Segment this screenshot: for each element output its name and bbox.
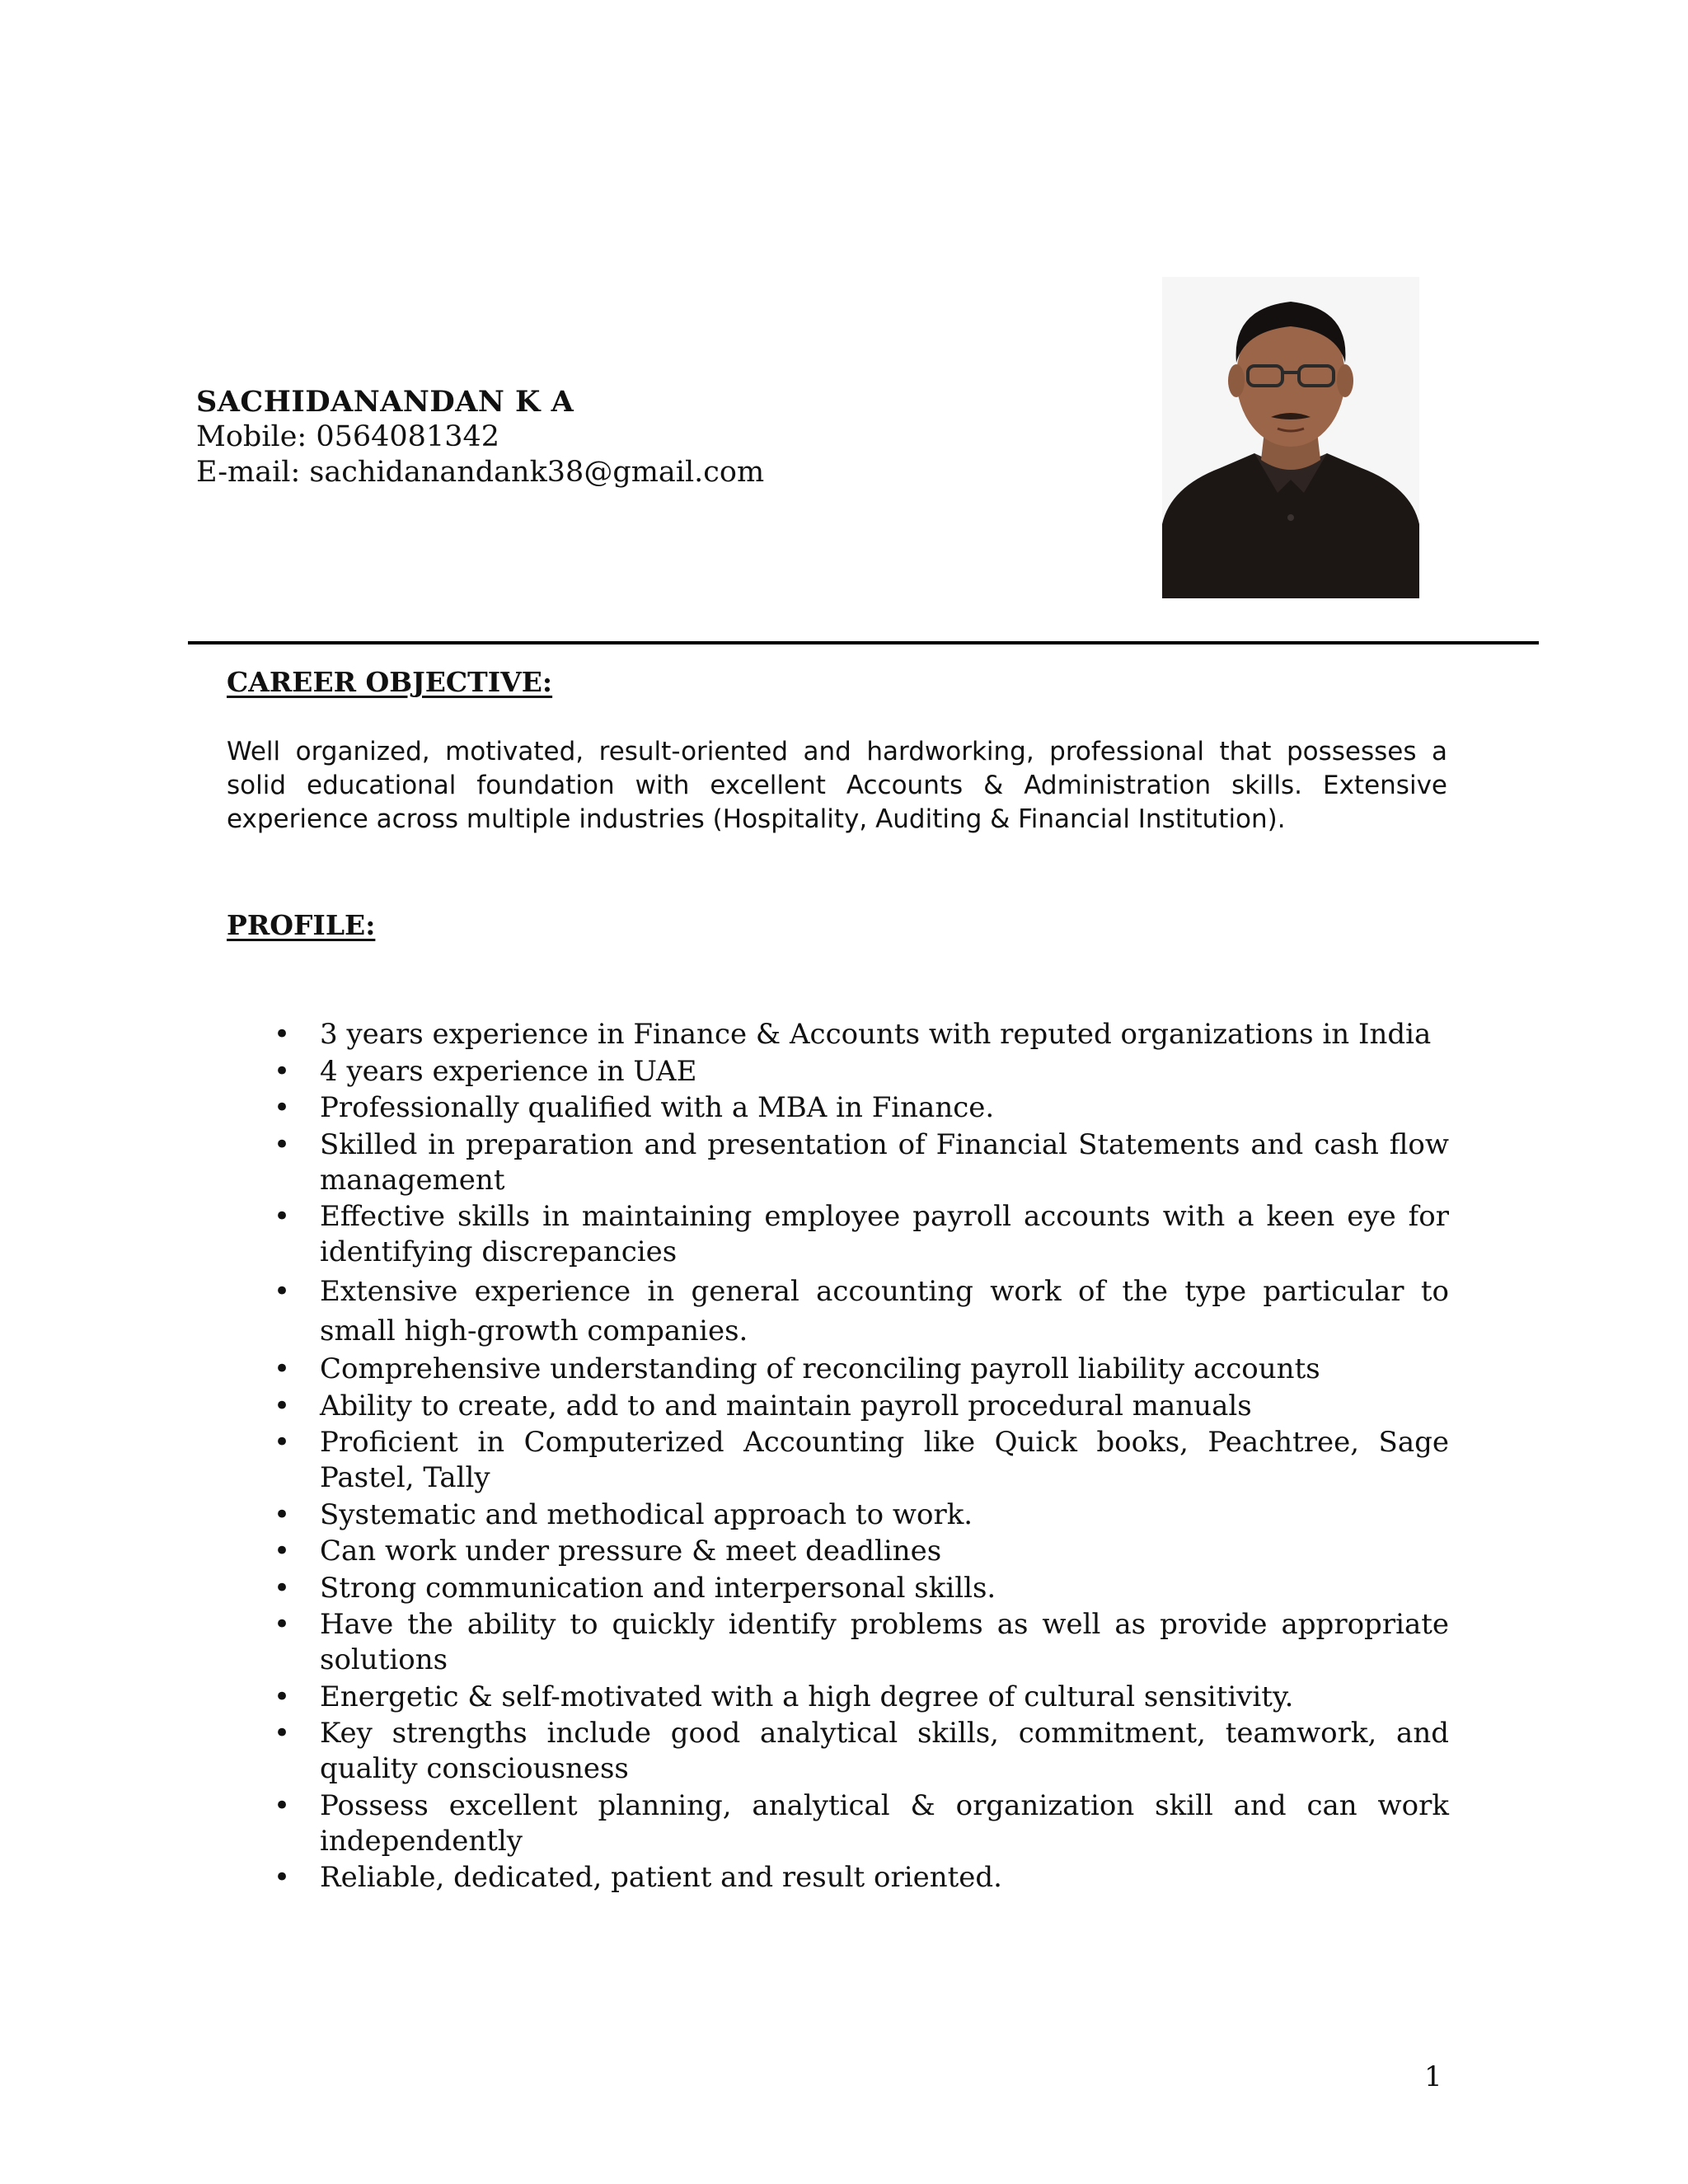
list-item: • Reliable, dedicated, patient and result oriented.: [274, 1861, 1002, 1894]
career-objective-text: Well organized, motivated, result-oriented and hardworking, professional that possesses a solid educational foundation with excellent Accounts & Administration skills. Extensive experience across multiple industries (Hospitality, Auditing & Financial Institution).: [227, 737, 1447, 834]
profile-heading: PROFILE:: [227, 909, 376, 941]
list-item: • Possess excellent planning, analytical & organization skill and can work independently: [274, 1788, 1449, 1858]
bullet-icon: •: [274, 1861, 291, 1894]
bullet-icon: •: [274, 1091, 291, 1124]
list-item: • Extensive experience in general accounting work of the type particular to small high-growth companies.: [272, 1272, 1449, 1351]
list-item: • Key strengths include good analytical skills, commitment, teamwork, and quality consciousness: [274, 1717, 1449, 1785]
header-divider: [188, 641, 1539, 644]
list-item: • Effective skills in maintaining employee payroll accounts with a keen eye for identifying discrepancies: [274, 1200, 1449, 1268]
list-item: • Proficient in Computerized Accounting like Quick books, Peachtree, Sage Pastel, Tally: [274, 1426, 1449, 1494]
list-item: • Can work under pressure & meet deadlines: [274, 1535, 942, 1568]
bullet-icon: •: [274, 1535, 291, 1568]
bullet-icon: •: [274, 1274, 291, 1308]
email-address: E-mail: sachidanandank38@gmail.com: [196, 456, 765, 489]
bullet-icon: •: [274, 1352, 291, 1385]
bullet-icon: •: [274, 1127, 291, 1161]
profile-list: [272, 1017, 1449, 1897]
profile-photo: [1162, 277, 1419, 598]
bullet-icon: •: [274, 1608, 291, 1641]
list-item: • Ability to create, add to and maintain payroll procedural manuals: [274, 1389, 1252, 1422]
bullet-icon: •: [274, 1680, 291, 1713]
bullet-icon: •: [274, 1426, 291, 1459]
contact-block: [196, 384, 1020, 490]
list-item: • Systematic and methodical approach to work.: [274, 1497, 973, 1531]
bullet-icon: •: [274, 1054, 291, 1088]
page-number: 1: [1424, 2060, 1442, 2093]
list-item: • Have the ability to quickly identify problems as well as provide appropriate solutions: [274, 1608, 1449, 1676]
bullet-icon: •: [274, 1389, 291, 1422]
career-objective-heading: CAREER OBJECTIVE:: [227, 666, 553, 698]
person-portrait-icon: [1162, 277, 1419, 598]
candidate-name: SACHIDANANDAN K A: [196, 385, 574, 419]
list-item: • Strong communication and interpersonal skills.: [274, 1571, 996, 1605]
list-item: • 4 years experience in UAE: [274, 1054, 697, 1088]
bullet-icon: •: [274, 1497, 291, 1531]
list-item: • Energetic & self-motivated with a high degree of cultural sensitivity.: [274, 1680, 1294, 1713]
bullet-icon: •: [274, 1018, 291, 1051]
bullet-icon: •: [274, 1200, 291, 1233]
list-item: • 3 years experience in Finance & Accounts with reputed organizations in India: [274, 1018, 1432, 1051]
list-item: • Professionally qualified with a MBA in Finance.: [274, 1091, 995, 1124]
list-item: • Comprehensive understanding of reconciling payroll liability accounts: [274, 1352, 1320, 1385]
mobile-number: Mobile: 0564081342: [196, 420, 500, 453]
bullet-icon: •: [274, 1571, 291, 1605]
list-item: • Skilled in preparation and presentation of Financial Statements and cash flow management: [274, 1127, 1449, 1197]
bullet-icon: •: [274, 1788, 291, 1822]
bullet-icon: •: [274, 1717, 291, 1750]
